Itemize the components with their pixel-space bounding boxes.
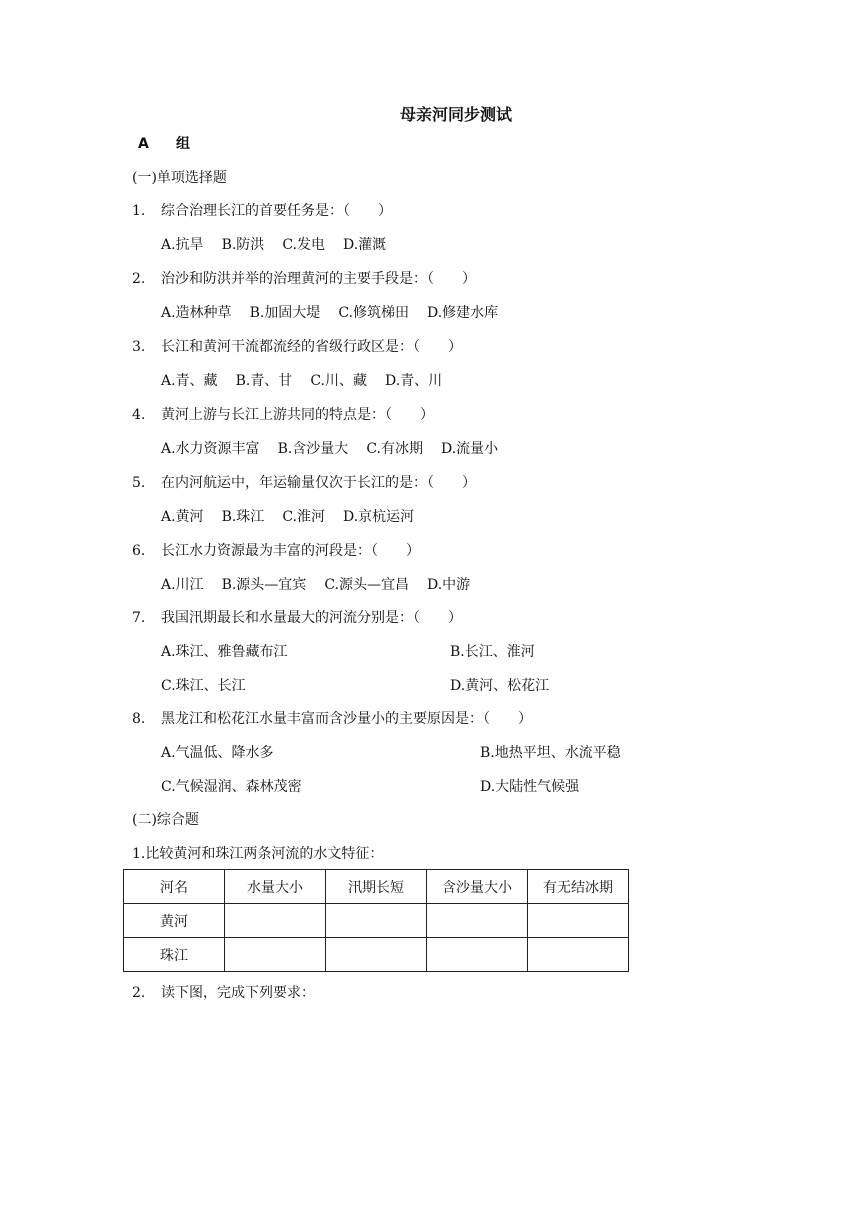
option: A.川江 xyxy=(161,577,204,593)
group-letter: A xyxy=(138,136,149,152)
option: A.水力资源丰富 xyxy=(161,441,260,457)
options-row xyxy=(161,439,498,459)
table-cell xyxy=(427,938,528,972)
option: A.黄河 xyxy=(161,509,204,525)
table-header-cell: 汛期长短 xyxy=(326,870,427,904)
table-cell xyxy=(528,938,629,972)
question-text: 治沙和防洪并举的治理黄河的主要手段是：（ ） xyxy=(161,271,476,287)
option: C.川、藏 xyxy=(310,373,367,389)
table-cell xyxy=(326,938,427,972)
table-header-row xyxy=(124,870,629,904)
option: C.淮河 xyxy=(282,509,325,525)
options-row xyxy=(161,371,442,391)
section-heading-choice: (一)单项选择题 xyxy=(132,170,227,186)
option: A.青、藏 xyxy=(161,373,218,389)
table-header-cell: 含沙量大小 xyxy=(427,870,528,904)
option: D.灌溉 xyxy=(342,237,387,253)
option: B.长江、淮河 xyxy=(450,644,535,660)
option: B.加固大堤 xyxy=(249,305,321,321)
question-text: 黄河上游与长江上游共同的特点是：（ ） xyxy=(161,407,434,423)
section-heading-comprehensive: (二)综合题 xyxy=(132,812,199,828)
option: A.气温低、降水多 xyxy=(161,745,274,761)
option: B.含沙量大 xyxy=(277,441,349,457)
question-number: 3. xyxy=(132,339,146,355)
question-number: 7. xyxy=(132,610,146,626)
question-number: 2. xyxy=(132,985,146,1001)
option: D.中游 xyxy=(426,577,471,593)
question-number: 4. xyxy=(132,407,146,423)
option: D.流量小 xyxy=(440,441,499,457)
table-cell: 黄河 xyxy=(124,904,225,938)
option: C.源头—宜昌 xyxy=(324,577,409,593)
options-row xyxy=(161,507,414,527)
comparison-table xyxy=(123,869,629,972)
option: A.珠江、雅鲁藏布江 xyxy=(161,644,288,660)
page-title: 母亲河同步测试 xyxy=(400,105,513,124)
option: B.源头—宜宾 xyxy=(221,577,307,593)
table-cell xyxy=(528,904,629,938)
question-text: 综合治理长江的首要任务是：（ ） xyxy=(161,203,392,219)
options-row xyxy=(161,303,498,323)
option: D.青、川 xyxy=(384,373,443,389)
table-cell xyxy=(225,938,326,972)
question-text: 在内河航运中，年运输量仅次于长江的是：（ ） xyxy=(161,475,476,491)
option: C.发电 xyxy=(282,237,325,253)
question-text: 长江和黄河干流都流经的省级行政区是：（ ） xyxy=(161,339,462,355)
option: B.防洪 xyxy=(221,237,265,253)
options-row xyxy=(161,575,470,595)
table-cell xyxy=(326,904,427,938)
options-row xyxy=(161,235,386,255)
option: A.抗旱 xyxy=(161,237,204,253)
option: D.黄河、松花江 xyxy=(450,678,550,694)
option: C.修筑梯田 xyxy=(338,305,409,321)
option: C.气候湿润、森林茂密 xyxy=(161,779,302,795)
option: D.京杭运河 xyxy=(342,509,415,525)
table-header-cell: 有无结冰期 xyxy=(528,870,629,904)
table-cell: 珠江 xyxy=(124,938,225,972)
question-text: 黑龙江和松花江水量丰富而含沙量小的主要原因是：（ ） xyxy=(161,711,532,727)
option: B.青、甘 xyxy=(235,373,293,389)
comprehensive-question-2: 读下图，完成下列要求： xyxy=(161,985,315,1001)
option: C.有冰期 xyxy=(366,441,423,457)
question-number: 1. xyxy=(132,203,146,219)
table-row xyxy=(124,904,629,938)
table-header-cell: 水量大小 xyxy=(225,870,326,904)
group-label: 组 xyxy=(176,136,190,152)
question-number: 8. xyxy=(132,711,146,727)
option: B.珠江 xyxy=(221,509,265,525)
table-row xyxy=(124,938,629,972)
table-cell xyxy=(225,904,326,938)
question-text: 长江水力资源最为丰富的河段是：（ ） xyxy=(161,543,420,559)
option: B.地热平坦、水流平稳 xyxy=(480,745,621,761)
question-number: 5. xyxy=(132,475,146,491)
question-number: 6. xyxy=(132,543,146,559)
option: D.大陆性气候强 xyxy=(480,779,580,795)
question-text: 我国汛期最长和水量最大的河流分别是：（ ） xyxy=(161,610,462,626)
option: C.珠江、长江 xyxy=(161,678,246,694)
option: D.修建水库 xyxy=(426,305,499,321)
table-cell xyxy=(427,904,528,938)
question-number: 2. xyxy=(132,271,146,287)
option: A.造林种草 xyxy=(161,305,232,321)
comprehensive-question-1: 1.比较黄河和珠江两条河流的水文特征： xyxy=(132,846,384,862)
table-header-cell: 河名 xyxy=(124,870,225,904)
